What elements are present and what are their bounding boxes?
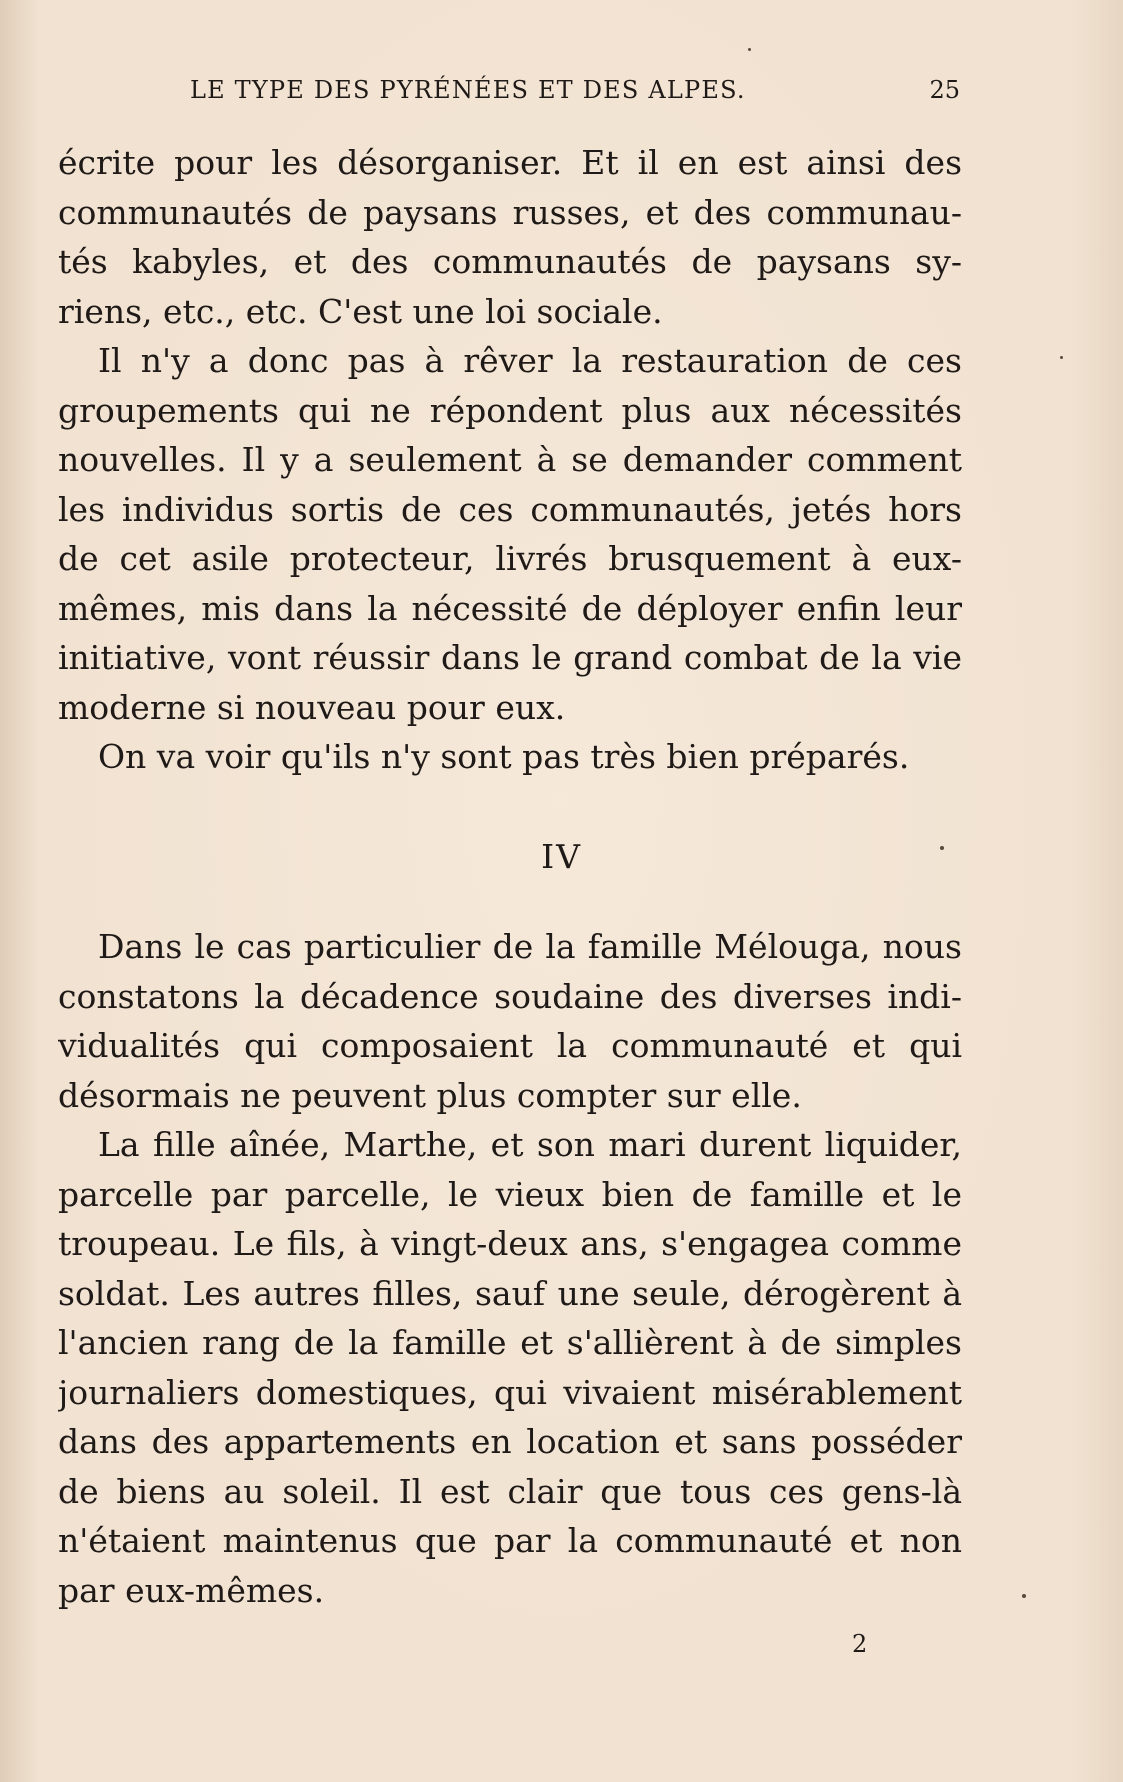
paper-speck <box>1022 1594 1026 1598</box>
text-line: tés kabyles, et des communautés de paysans sy- <box>58 242 962 281</box>
text-line: de cet asile protecteur, livrés brusquement à eux- <box>58 539 962 578</box>
text-line: initiative, vont réussir dans le grand combat de la vie <box>58 638 962 677</box>
page-header <box>190 70 980 110</box>
text-line: dans des appartements en location et sans posséder <box>58 1422 962 1461</box>
paragraph-continued <box>58 138 962 336</box>
text-line: moderne si nouveau pour eux. <box>58 687 566 727</box>
text-line: parcelle par parcelle, le vieux bien de famille et le <box>58 1174 962 1214</box>
text-line: mêmes, mis dans la nécessité de déployer enfin leur <box>58 588 962 628</box>
text-line: n'étaient maintenus que par la communauté et non <box>58 1521 962 1560</box>
running-head: LE TYPE DES PYRÉNÉES ET DES ALPES. <box>190 76 746 104</box>
paper-speck <box>1060 356 1063 359</box>
text-line: soldat. Les autres filles, sauf une seule, dérogèrent à <box>58 1273 962 1313</box>
text-line: écrite pour les désorganiser. Et il en est ainsi des <box>58 143 962 182</box>
text-line: les individus sortis de ces communautés, jetés hors <box>58 489 962 529</box>
paper-speck <box>940 846 944 850</box>
paper-speck <box>748 48 751 51</box>
text-line: communautés de paysans russes, et des communau- <box>58 192 962 232</box>
text-line: journaliers domestiques, qui vivaient misérablement <box>58 1372 962 1412</box>
text-line: désormais ne peuvent plus compter sur elle. <box>58 1075 802 1115</box>
section-heading: IV <box>541 837 582 876</box>
text-line: troupeau. Le fils, à vingt-deux ans, s'engagea comme <box>58 1224 962 1263</box>
text-line: vidualités qui composaient la communauté et qui <box>58 1026 962 1065</box>
text-line: par eux-mêmes. <box>58 1570 325 1610</box>
text-line: riens, etc., etc. C'est une loi sociale. <box>58 291 663 331</box>
text-line: l'ancien rang de la famille et s'allièrent à de simples <box>58 1323 962 1362</box>
text-line: Il n'y a donc pas à rêver la restauration de ces <box>98 341 962 380</box>
text-line: de biens au soleil. Il est clair que tous ces gens-là <box>58 1471 962 1511</box>
paragraph-restauration <box>58 336 962 782</box>
text-line: nouvelles. Il y a seulement à se demander comment <box>58 440 962 479</box>
text-line: La fille aînée, Marthe, et son mari durent liquider, <box>98 1125 962 1164</box>
text-line: Dans le cas particulier de la famille Mélouga, nous <box>98 927 962 966</box>
signature-mark: 2 <box>852 1630 868 1658</box>
section-iv-text <box>58 922 962 1615</box>
page-number: 25 <box>929 76 960 104</box>
text-line: constatons la décadence soudaine des diverses indi- <box>58 976 962 1016</box>
text-line: On va voir qu'ils n'y sont pas très bien préparés. <box>98 737 910 776</box>
text-line: groupements qui ne répondent plus aux nécessités <box>58 390 962 430</box>
